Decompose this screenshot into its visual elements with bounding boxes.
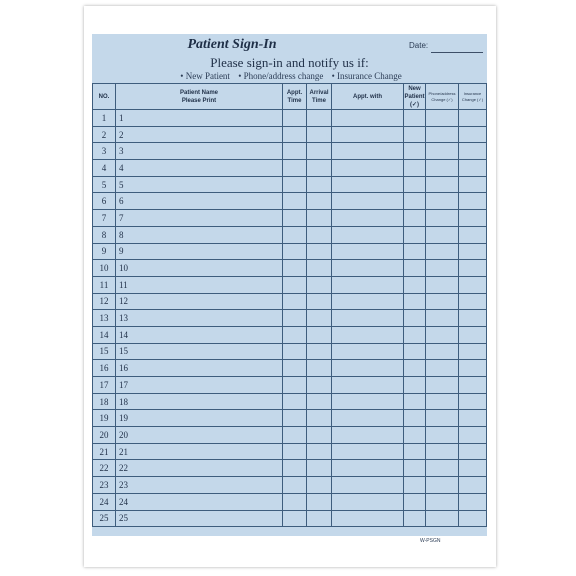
arrival-time-cell[interactable] (307, 126, 332, 143)
appt-with-cell[interactable] (332, 310, 404, 327)
row-number: 23 (93, 477, 116, 494)
new-patient-cell[interactable] (404, 410, 426, 427)
table-row (93, 160, 487, 177)
table-row (93, 260, 487, 277)
table-row (93, 176, 487, 193)
appt-time-cell[interactable] (283, 443, 307, 460)
phone-change-cell[interactable] (426, 360, 459, 377)
row-number: 20 (93, 427, 116, 444)
date-label: Date: (409, 41, 429, 50)
phone-change-cell[interactable] (426, 393, 459, 410)
appt-time-cell[interactable] (283, 276, 307, 293)
insurance-change-cell[interactable] (459, 427, 487, 444)
phone-change-cell[interactable] (426, 260, 459, 277)
new-patient-cell[interactable] (404, 243, 426, 260)
appt-time-cell[interactable] (283, 160, 307, 177)
phone-change-cell[interactable] (426, 443, 459, 460)
arrival-time-cell[interactable] (307, 243, 332, 260)
arrival-time-cell[interactable] (307, 210, 332, 227)
table-row (93, 493, 487, 510)
new-patient-cell[interactable] (404, 126, 426, 143)
phone-change-cell[interactable] (426, 427, 459, 444)
appt-time-cell[interactable] (283, 360, 307, 377)
appt-time-cell[interactable] (283, 126, 307, 143)
notify-item-new-patient: • New Patient (180, 71, 230, 81)
insurance-change-cell[interactable] (459, 143, 487, 160)
new-patient-cell[interactable] (404, 377, 426, 394)
appt-with-cell[interactable] (332, 510, 404, 527)
insurance-change-cell[interactable] (459, 260, 487, 277)
phone-change-cell[interactable] (426, 176, 459, 193)
row-number: 6 (93, 193, 116, 210)
new-patient-cell[interactable] (404, 260, 426, 277)
arrival-time-cell[interactable] (307, 460, 332, 477)
row-number: 13 (93, 310, 116, 327)
appt-time-cell[interactable] (283, 226, 307, 243)
new-patient-cell[interactable] (404, 110, 426, 127)
phone-change-cell[interactable] (426, 410, 459, 427)
table-row (93, 126, 487, 143)
phone-change-cell[interactable] (426, 460, 459, 477)
patient-name-cell[interactable]: 21 (116, 443, 283, 460)
row-number: 22 (93, 460, 116, 477)
table-row (93, 243, 487, 260)
table-row (93, 310, 487, 327)
patient-name-cell[interactable]: 22 (116, 460, 283, 477)
phone-change-cell[interactable] (426, 243, 459, 260)
appt-with-cell[interactable] (332, 360, 404, 377)
table-row (93, 326, 487, 343)
insurance-change-cell[interactable] (459, 326, 487, 343)
patient-name-cell[interactable]: 14 (116, 326, 283, 343)
patient-name-cell[interactable]: 23 (116, 477, 283, 494)
patient-name-cell[interactable]: 16 (116, 360, 283, 377)
new-patient-cell[interactable] (404, 293, 426, 310)
insurance-change-cell[interactable] (459, 510, 487, 527)
row-number: 10 (93, 260, 116, 277)
sign-in-sheet (84, 6, 496, 567)
row-number: 2 (93, 126, 116, 143)
insurance-change-cell[interactable] (459, 343, 487, 360)
row-number: 7 (93, 210, 116, 227)
table-row (93, 410, 487, 427)
form-title: Patient Sign-In (187, 37, 277, 52)
arrival-time-cell[interactable] (307, 226, 332, 243)
notify-item-insurance-change: • Insurance Change (331, 71, 402, 81)
insurance-change-cell[interactable] (459, 126, 487, 143)
new-patient-cell[interactable] (404, 226, 426, 243)
appt-time-cell[interactable] (283, 260, 307, 277)
arrival-time-cell[interactable] (307, 160, 332, 177)
row-number: 1 (93, 110, 116, 127)
notify-item-phone-change: • Phone/address change (238, 71, 324, 81)
row-number: 11 (93, 276, 116, 293)
appt-time-cell[interactable] (283, 393, 307, 410)
row-number: 5 (93, 176, 116, 193)
appt-with-cell[interactable] (332, 377, 404, 394)
insurance-change-cell[interactable] (459, 410, 487, 427)
new-patient-cell[interactable] (404, 343, 426, 360)
appt-time-cell[interactable] (283, 110, 307, 127)
patient-name-cell[interactable]: 24 (116, 493, 283, 510)
insurance-change-cell[interactable] (459, 293, 487, 310)
appt-with-cell[interactable] (332, 226, 404, 243)
sign-in-table (92, 83, 487, 527)
arrival-time-cell[interactable] (307, 410, 332, 427)
phone-change-cell[interactable] (426, 160, 459, 177)
phone-change-cell[interactable] (426, 126, 459, 143)
new-patient-cell[interactable] (404, 176, 426, 193)
form-code: W-PSGN (420, 538, 441, 544)
insurance-change-cell[interactable] (459, 477, 487, 494)
phone-change-cell[interactable] (426, 276, 459, 293)
patient-name-cell[interactable]: 20 (116, 427, 283, 444)
insurance-change-cell[interactable] (459, 210, 487, 227)
arrival-time-cell[interactable] (307, 377, 332, 394)
appt-time-cell[interactable] (283, 243, 307, 260)
table-row (93, 276, 487, 293)
appt-with-cell[interactable] (332, 243, 404, 260)
appt-with-cell[interactable] (332, 293, 404, 310)
patient-name-cell[interactable]: 2 (116, 126, 283, 143)
patient-name-cell[interactable]: 8 (116, 226, 283, 243)
insurance-change-cell[interactable] (459, 393, 487, 410)
appt-time-cell[interactable] (283, 210, 307, 227)
patient-name-cell[interactable]: 5 (116, 176, 283, 193)
row-number: 24 (93, 493, 116, 510)
appt-time-cell[interactable] (283, 510, 307, 527)
arrival-time-cell[interactable] (307, 343, 332, 360)
insurance-change-cell[interactable] (459, 377, 487, 394)
new-patient-cell[interactable] (404, 160, 426, 177)
appt-time-cell[interactable] (283, 427, 307, 444)
phone-change-cell[interactable] (426, 193, 459, 210)
appt-time-cell[interactable] (283, 410, 307, 427)
form-subtitle: Please sign-in and notify us if: (210, 55, 369, 70)
row-number: 14 (93, 326, 116, 343)
table-row (93, 427, 487, 444)
insurance-change-cell[interactable] (459, 193, 487, 210)
new-patient-cell[interactable] (404, 477, 426, 494)
patient-name-cell[interactable]: 25 (116, 510, 283, 527)
insurance-change-cell[interactable] (459, 493, 487, 510)
appt-with-cell[interactable] (332, 126, 404, 143)
appt-with-cell[interactable] (332, 410, 404, 427)
appt-with-cell[interactable] (332, 176, 404, 193)
appt-with-cell[interactable] (332, 393, 404, 410)
row-number: 4 (93, 160, 116, 177)
row-number: 21 (93, 443, 116, 460)
row-number: 16 (93, 360, 116, 377)
appt-with-cell[interactable] (332, 210, 404, 227)
arrival-time-cell[interactable] (307, 310, 332, 327)
arrival-time-cell[interactable] (307, 393, 332, 410)
appt-time-cell[interactable] (283, 493, 307, 510)
phone-change-cell[interactable] (426, 343, 459, 360)
new-patient-cell[interactable] (404, 276, 426, 293)
patient-name-cell[interactable]: 10 (116, 260, 283, 277)
appt-with-cell[interactable] (332, 276, 404, 293)
table-row (93, 377, 487, 394)
col-header-appt-with: Appt. with (332, 84, 404, 110)
arrival-time-cell[interactable] (307, 293, 332, 310)
insurance-change-cell[interactable] (459, 443, 487, 460)
table-row (93, 477, 487, 494)
table-row (93, 226, 487, 243)
appt-time-cell[interactable] (283, 343, 307, 360)
new-patient-cell[interactable] (404, 443, 426, 460)
appt-time-cell[interactable] (283, 377, 307, 394)
phone-change-cell[interactable] (426, 510, 459, 527)
appt-with-cell[interactable] (332, 460, 404, 477)
arrival-time-cell[interactable] (307, 110, 332, 127)
phone-change-cell[interactable] (426, 110, 459, 127)
arrival-time-cell[interactable] (307, 427, 332, 444)
patient-name-cell[interactable]: 3 (116, 143, 283, 160)
table-row (93, 293, 487, 310)
patient-name-cell[interactable]: 19 (116, 410, 283, 427)
patient-name-cell[interactable]: 17 (116, 377, 283, 394)
phone-change-cell[interactable] (426, 310, 459, 327)
arrival-time-cell[interactable] (307, 193, 332, 210)
appt-time-cell[interactable] (283, 193, 307, 210)
appt-with-cell[interactable] (332, 260, 404, 277)
col-header-phone-change: Phone/address Change (✓) (426, 84, 459, 110)
patient-name-cell[interactable]: 11 (116, 276, 283, 293)
insurance-change-cell[interactable] (459, 360, 487, 377)
patient-name-cell[interactable]: 9 (116, 243, 283, 260)
arrival-time-cell[interactable] (307, 143, 332, 160)
insurance-change-cell[interactable] (459, 310, 487, 327)
appt-time-cell[interactable] (283, 326, 307, 343)
arrival-time-cell[interactable] (307, 493, 332, 510)
arrival-time-cell[interactable] (307, 326, 332, 343)
table-row (93, 443, 487, 460)
col-header-no: NO. (93, 84, 116, 110)
table-row (93, 510, 487, 527)
appt-time-cell[interactable] (283, 176, 307, 193)
row-number: 15 (93, 343, 116, 360)
phone-change-cell[interactable] (426, 226, 459, 243)
patient-name-cell[interactable]: 6 (116, 193, 283, 210)
row-number: 8 (93, 226, 116, 243)
arrival-time-cell[interactable] (307, 510, 332, 527)
insurance-change-cell[interactable] (459, 276, 487, 293)
appt-with-cell[interactable] (332, 193, 404, 210)
arrival-time-cell[interactable] (307, 176, 332, 193)
appt-time-cell[interactable] (283, 293, 307, 310)
insurance-change-cell[interactable] (459, 110, 487, 127)
row-number: 17 (93, 377, 116, 394)
appt-time-cell[interactable] (283, 477, 307, 494)
row-number: 9 (93, 243, 116, 260)
new-patient-cell[interactable] (404, 510, 426, 527)
notify-list (92, 71, 490, 81)
col-header-patient-name: Patient Name Please Print (116, 84, 283, 110)
row-number: 25 (93, 510, 116, 527)
table-header-row (93, 84, 487, 110)
new-patient-cell[interactable] (404, 143, 426, 160)
row-number: 12 (93, 293, 116, 310)
table-row (93, 460, 487, 477)
sign-in-form (92, 34, 487, 536)
appt-with-cell[interactable] (332, 343, 404, 360)
patient-name-cell[interactable]: 4 (116, 160, 283, 177)
arrival-time-cell[interactable] (307, 260, 332, 277)
new-patient-cell[interactable] (404, 360, 426, 377)
table-row (93, 343, 487, 360)
arrival-time-cell[interactable] (307, 360, 332, 377)
phone-change-cell[interactable] (426, 143, 459, 160)
phone-change-cell[interactable] (426, 210, 459, 227)
phone-change-cell[interactable] (426, 293, 459, 310)
col-header-insurance-change: Insurance Change (✓) (459, 84, 487, 110)
appt-time-cell[interactable] (283, 143, 307, 160)
phone-change-cell[interactable] (426, 377, 459, 394)
insurance-change-cell[interactable] (459, 160, 487, 177)
arrival-time-cell[interactable] (307, 443, 332, 460)
arrival-time-cell[interactable] (307, 276, 332, 293)
table-row (93, 360, 487, 377)
appt-with-cell[interactable] (332, 326, 404, 343)
table-row (93, 393, 487, 410)
new-patient-cell[interactable] (404, 326, 426, 343)
patient-name-cell[interactable]: 1 (116, 110, 283, 127)
row-number: 19 (93, 410, 116, 427)
appt-with-cell[interactable] (332, 493, 404, 510)
date-field-line[interactable] (431, 52, 483, 53)
insurance-change-cell[interactable] (459, 226, 487, 243)
new-patient-cell[interactable] (404, 193, 426, 210)
arrival-time-cell[interactable] (307, 477, 332, 494)
table-row (93, 110, 487, 127)
appt-with-cell[interactable] (332, 427, 404, 444)
appt-time-cell[interactable] (283, 460, 307, 477)
row-number: 18 (93, 393, 116, 410)
insurance-change-cell[interactable] (459, 176, 487, 193)
insurance-change-cell[interactable] (459, 243, 487, 260)
new-patient-cell[interactable] (404, 310, 426, 327)
new-patient-cell[interactable] (404, 210, 426, 227)
appt-with-cell[interactable] (332, 443, 404, 460)
row-number: 3 (93, 143, 116, 160)
patient-name-cell[interactable]: 13 (116, 310, 283, 327)
table-row (93, 143, 487, 160)
patient-name-cell[interactable]: 7 (116, 210, 283, 227)
appt-with-cell[interactable] (332, 110, 404, 127)
patient-name-cell[interactable]: 12 (116, 293, 283, 310)
appt-with-cell[interactable] (332, 477, 404, 494)
phone-change-cell[interactable] (426, 326, 459, 343)
table-row (93, 210, 487, 227)
new-patient-cell[interactable] (404, 460, 426, 477)
new-patient-cell[interactable] (404, 427, 426, 444)
new-patient-cell[interactable] (404, 493, 426, 510)
new-patient-cell[interactable] (404, 393, 426, 410)
appt-with-cell[interactable] (332, 143, 404, 160)
patient-name-cell[interactable]: 18 (116, 393, 283, 410)
appt-with-cell[interactable] (332, 160, 404, 177)
patient-name-cell[interactable]: 15 (116, 343, 283, 360)
table-row (93, 193, 487, 210)
appt-time-cell[interactable] (283, 310, 307, 327)
phone-change-cell[interactable] (426, 477, 459, 494)
col-header-arrival-time: Arrival Time (307, 84, 332, 110)
col-header-appt-time: Appt. Time (283, 84, 307, 110)
phone-change-cell[interactable] (426, 493, 459, 510)
insurance-change-cell[interactable] (459, 460, 487, 477)
col-header-new-patient: New Patient (✓) (404, 85, 425, 108)
